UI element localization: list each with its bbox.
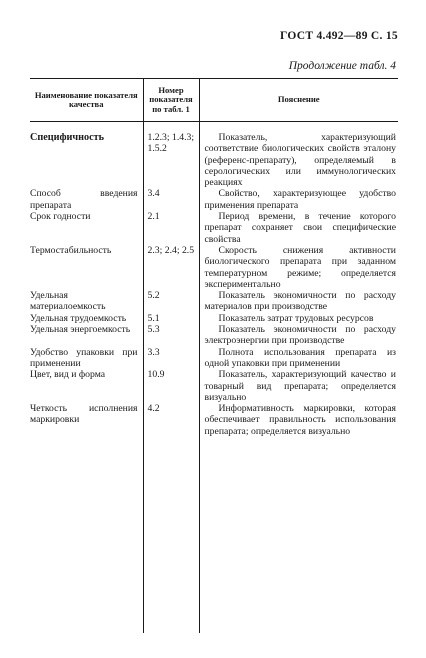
indicator-name: Удобство упаковки при применении bbox=[30, 346, 138, 369]
table-row bbox=[30, 245, 398, 290]
indicator-explanation: Период времени, в течение которого препарат сохраняет свои специфические свойства bbox=[204, 211, 396, 245]
table-row bbox=[30, 403, 398, 633]
indicator-name: Удельная энергоемкость bbox=[30, 324, 131, 336]
indicator-number: 5.3 bbox=[143, 324, 199, 347]
indicator-explanation: Показатель экономичности по расходу материалов при производстве bbox=[204, 290, 396, 313]
page-header: ГОСТ 4.492—89 С. 15 bbox=[280, 30, 398, 42]
table-row bbox=[30, 313, 398, 324]
indicator-name: Специфичность bbox=[30, 132, 105, 143]
indicator-number: 3.4 bbox=[143, 188, 199, 211]
table-header-row bbox=[30, 79, 398, 122]
indicator-number: 3.3 bbox=[143, 347, 199, 370]
indicator-explanation: Скорость снижения активности биологического препарата при заданном температурном режиме; определяется экспериментально bbox=[204, 244, 396, 290]
indicator-number: 2.1 bbox=[143, 211, 199, 245]
indicator-explanation: Информативность маркировки, которая обеспечивает правильность использования препарата; определяется визуально bbox=[204, 403, 396, 437]
indicator-name: Срок годности bbox=[30, 211, 91, 223]
indicator-number: 5.1 bbox=[143, 313, 199, 324]
table-row bbox=[30, 188, 398, 211]
indicator-number: 4.2 bbox=[143, 403, 199, 633]
indicator-explanation: Свойство, характеризующее удобство применения препарата bbox=[204, 188, 396, 211]
column-header-explanation: Пояснение bbox=[199, 79, 398, 122]
indicator-name: Удельная трудоемкость bbox=[30, 312, 127, 324]
table-continuation-label: Продолжение табл. 4 bbox=[288, 60, 396, 72]
table-row bbox=[30, 347, 398, 370]
table-row bbox=[30, 324, 398, 347]
indicator-name: Способ введения препарата bbox=[30, 188, 138, 211]
column-header-number: Номер показателя по табл. 1 bbox=[143, 79, 199, 122]
indicator-number: 5.2 bbox=[143, 290, 199, 313]
indicator-explanation: Показатель, характеризующий качество и товарный вид препарата; определяется визуально bbox=[204, 369, 396, 403]
indicator-number: 2.3; 2.4; 2.5 bbox=[143, 245, 199, 290]
indicator-number: 1.2.3; 1.4.3; 1.5.2 bbox=[143, 122, 199, 189]
indicator-name: Термостабильность bbox=[30, 244, 112, 256]
table-row bbox=[30, 122, 398, 189]
indicator-explanation: Показатель затрат трудовых ресурсов bbox=[218, 312, 374, 324]
indicator-name: Цвет, вид и форма bbox=[30, 369, 106, 381]
column-header-name: Наименование показателя качества bbox=[30, 79, 143, 122]
table-row bbox=[30, 290, 398, 313]
indicator-explanation: Показатель, характеризующий соответствие биологических свойств эталону (референс-препарату), определяемый в серологических или иммунологических реакциях bbox=[204, 132, 396, 189]
indicator-name: Удельная материалоемкость bbox=[30, 290, 106, 313]
indicator-number: 10.9 bbox=[143, 369, 199, 403]
table-row bbox=[30, 211, 398, 245]
indicator-explanation: Полнота использования препарата из одной упаковки при применении bbox=[204, 346, 396, 369]
table-row bbox=[30, 369, 398, 403]
indicator-explanation: Показатель экономичности по расходу электроэнергии при производстве bbox=[204, 324, 396, 347]
indicator-name: Четкость исполнения маркировки bbox=[30, 403, 138, 426]
quality-indicators-table bbox=[30, 78, 398, 633]
